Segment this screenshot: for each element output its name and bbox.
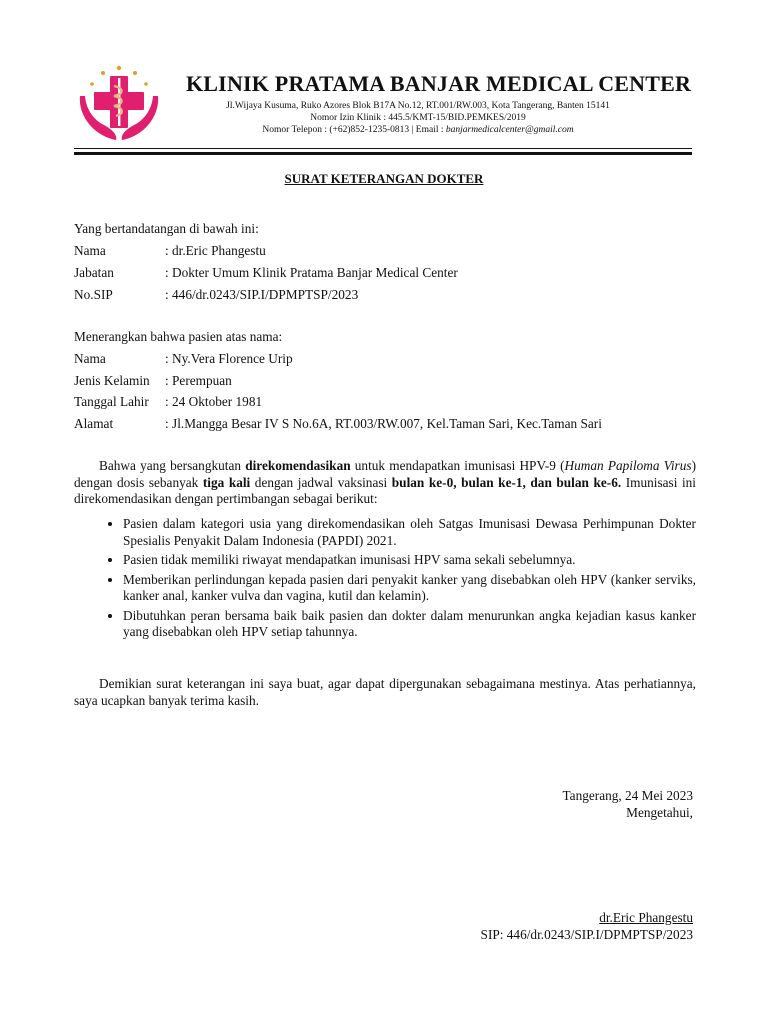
- clinic-phone: Nomor Telepon : (+62)852-1235-0813 | Email :: [262, 125, 446, 135]
- rec-italic-hpv: Human Papiloma Virus: [564, 458, 692, 473]
- clinic-address: Jl.Wijaya Kusuma, Ruko Azores Blok B17A No.12, RT.001/RW.003, Kota Tangerang, Banten 15141: [226, 101, 610, 111]
- clinic-license: Nomor Izin Klinik : 445.5/KMT-15/BID.PEMKES/2019: [310, 113, 526, 123]
- doctor-name-value: : dr.Eric Phangestu: [165, 243, 266, 258]
- list-item: • Pasien tidak memiliki riwayat mendapatkan imunisasi HPV sama sekali sebelumnya.: [123, 552, 696, 569]
- list-item: • Pasien dalam kategori usia yang direkomendasikan oleh Satgas Imunisasi Dewasa Perhimpunan Dokter Spesialis Penyakit Dalam Indonesia (PAPDI) 2021.: [123, 516, 696, 549]
- doctor-position-label: Jabatan: [74, 265, 114, 280]
- header-divider-thick: [74, 152, 692, 155]
- patient-gender-label: Jenis Kelamin: [74, 373, 150, 388]
- header-divider-thin: [74, 148, 692, 149]
- signature-acknowledge: Mengetahui,: [626, 805, 693, 820]
- patient-dob-label: Tanggal Lahir: [74, 394, 149, 409]
- clinic-contact: [188, 125, 648, 135]
- list-item: • Memberikan perlindungan kepada pasien dari penyakit kanker yang disebabkan oleh HPV (kanker serviks, kanker anal, kanker vulva dan vagina, kutil dan kelamin).: [123, 572, 696, 605]
- signature-sip: SIP: 446/dr.0243/SIP.I/DPMPTSP/2023: [480, 927, 693, 942]
- signature-doctor-name: dr.Eric Phangestu: [599, 910, 693, 925]
- rec-bold-recommended: direkomendasikan: [245, 458, 351, 473]
- rec-bold-dose: tiga kali: [202, 474, 251, 490]
- reasons-list: [74, 516, 696, 644]
- patient-address-label: Alamat: [74, 416, 114, 431]
- doctor-sip-value: : 446/dr.0243/SIP.I/DPMPTSP/2023: [165, 287, 359, 302]
- rec-bold-schedule: bulan ke-0, bulan ke-1, dan bulan ke-6.: [391, 474, 622, 490]
- clinic-email: banjarmedicalcenter@gmail.com: [445, 125, 574, 135]
- clinic-name: KLINIK PRATAMA BANJAR MEDICAL CENTER: [186, 71, 692, 96]
- patient-address-value: : Jl.Mangga Besar IV S No.6A, RT.003/RW.007, Kel.Taman Sari, Kec.Taman Sari: [165, 416, 602, 431]
- rec-text-1: Bahwa yang bersangkutan: [99, 458, 246, 473]
- patient-name-value: : Ny.Vera Florence Urip: [165, 351, 293, 366]
- patient-name-label: Nama: [74, 351, 106, 366]
- document-title: SURAT KETERANGAN DOKTER: [284, 171, 484, 186]
- doctor-position-value: : Dokter Umum Klinik Pratama Banjar Medical Center: [165, 265, 458, 280]
- recommendation-paragraph: [74, 458, 696, 508]
- patient-intro-text: Menerangkan bahwa pasien atas nama:: [74, 329, 283, 344]
- intro-text: Yang bertandatangan di bawah ini:: [74, 221, 259, 236]
- doctor-name-label: Nama: [74, 243, 106, 258]
- rec-text-2: untuk mendapatkan imunisasi HPV-9 (: [350, 458, 565, 473]
- clinic-logo-icon: [76, 64, 162, 146]
- doctor-sip-label: No.SIP: [74, 287, 113, 302]
- rec-text-5: Imunisasi ini direkomendasikan dengan pertimbangan sebagai berikut:: [74, 474, 697, 506]
- rec-text-4: dengan jadwal vaksinasi: [250, 474, 392, 490]
- list-item: • Dibutuhkan peran bersama baik baik pasien dan dokter dalam menurunkan angka kejadian kasus kanker yang disebabkan oleh HPV setiap tahunnya.: [123, 608, 696, 641]
- signature-place-date: Tangerang, 24 Mei 2023: [562, 788, 693, 803]
- patient-dob-value: : 24 Oktober 1981: [165, 394, 263, 409]
- patient-gender-value: : Perempuan: [165, 373, 232, 388]
- rec-text-3: ) dengan dosis sebanyak: [74, 458, 696, 490]
- closing-paragraph: Demikian surat keterangan ini saya buat, agar dapat dipergunakan sebagaimana mestinya. Atas perhatiannya, saya ucapkan banyak terima kasih.: [74, 676, 696, 708]
